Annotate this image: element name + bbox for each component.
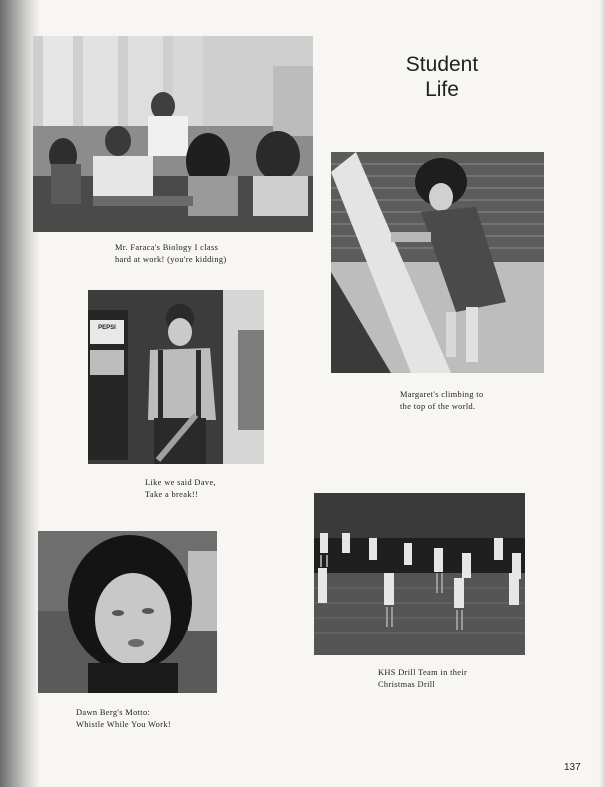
caption-line: hard at work! (you're kidding) bbox=[115, 254, 227, 264]
heading-line-2: Life bbox=[425, 78, 459, 101]
page-edge bbox=[599, 0, 605, 787]
dave-caption bbox=[145, 477, 216, 500]
margaret-caption bbox=[400, 389, 483, 412]
caption-line: Margaret's climbing to bbox=[400, 390, 484, 399]
drill-team-photo bbox=[314, 493, 525, 655]
biology-class-photo bbox=[33, 36, 313, 232]
caption-line: Dawn Berg's Motto: bbox=[76, 708, 151, 717]
caption-line: Christmas Drill bbox=[378, 679, 436, 689]
caption-line: Take a break!! bbox=[145, 489, 199, 499]
caption-line: Whistle While You Work! bbox=[76, 719, 171, 729]
dave-photo bbox=[88, 290, 264, 464]
page-heading bbox=[380, 52, 504, 102]
page-number: 137 bbox=[564, 762, 581, 773]
heading-line-1: Student bbox=[405, 53, 479, 76]
caption-line: Like we said Dave, bbox=[145, 478, 216, 487]
biology-class-caption bbox=[115, 242, 227, 265]
caption-line: KHS Drill Team in their bbox=[378, 668, 468, 677]
drill-team-caption bbox=[378, 667, 467, 690]
pepsi-sign: PEPSI bbox=[98, 325, 116, 331]
caption-line: Mr. Faraca's Biology I class bbox=[115, 243, 219, 252]
caption-line: the top of the world. bbox=[400, 401, 476, 411]
margaret-climbing-photo bbox=[331, 152, 544, 373]
dawn-berg-photo bbox=[38, 531, 217, 693]
dawn-berg-caption bbox=[76, 707, 171, 730]
